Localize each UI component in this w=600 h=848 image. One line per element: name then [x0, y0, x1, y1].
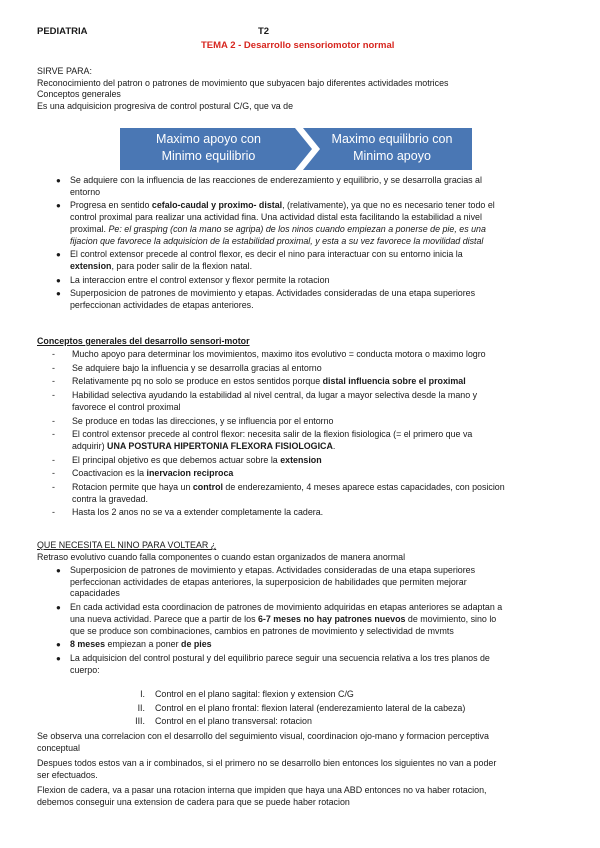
list-item: - Hasta los 2 anos no se va a extender completamente la cadera.	[52, 507, 324, 518]
list-item: - Se produce en todas las direcciones, y se influencia por el entorno	[52, 415, 334, 426]
intro-heading: SIRVE PARA:	[37, 66, 92, 76]
bullet-dot-icon: ●	[56, 275, 61, 285]
planes-list	[115, 689, 465, 728]
intro-line: Es una adquisicion progresiva de control postural C/G, que va de	[37, 101, 294, 112]
list-item: ● La adquisicion del control postural y del equilibrio parece seguir una secuencia relativa a los tres planos de cuerpo:	[56, 652, 490, 675]
left-arrow-line1: Maximo apoyo con	[156, 132, 261, 146]
subject-title: PEDIATRIA	[37, 26, 88, 37]
list-item: ● El control extensor precede al control flexor, es decir el nino para interactuar con su entorno inicia la extension, para poder salir de la flexion natal.	[56, 249, 463, 271]
intro-line: Reconocimiento del patron o patrones de movimiento que subyacen bajo diferentes actividades motrices	[37, 77, 449, 88]
bullet-dot-icon: ●	[56, 640, 61, 650]
list-item: ● La interaccion entre el control extensor y flexor permite la rotacion	[56, 274, 330, 285]
topic-title: TEMA 2 - Desarrollo sensoriomotor normal	[201, 40, 395, 51]
paragraph-line: debemos conseguir una extension de cadera para que se puede haber rotacion	[37, 797, 350, 807]
left-arrow-line2: Minimo equilibrio	[161, 149, 256, 163]
list-item: - Se adquiere bajo la influencia y se desarrolla gracias al entorno	[52, 362, 322, 373]
bullet-dot-icon: ●	[56, 566, 61, 575]
paragraph-line: Se observa una correlacion con el desarrollo del seguimiento visual, coordinacion ojo-mano y formacion perceptiva	[37, 731, 489, 741]
bullet-dot-icon: ●	[56, 653, 61, 663]
bullet-list-general	[56, 175, 570, 312]
list-item: ● En cada actividad esta coordinacion de patrones de movimiento adquiridas en etapas anteriores se adaptan a una nueva actividad. Parece que a partir de los 6-7 meses no hay patrones nuevos de movimiento, sino lo que se produce son combinaciones, cambios en patrones de movimiento y selectividad de mvmts	[56, 602, 503, 636]
list-item: - Mucho apoyo para determinar los movimientos, maximo itos evolutivo = conducta motora o maximo logro	[52, 349, 486, 359]
roll-intro: Retraso evolutivo cuando falla componentes o cuando estan organizados de manera anormal	[37, 552, 406, 562]
paragraph-line: Despues todos estos van a ir combinados, si el primero no se desarrollo bien entonces los siguientes no van a poder	[37, 758, 497, 768]
list-item: ● Progresa en sentido cefalo-caudal y proximo- distal, (relativamente), ya que no es necesario tener todo el control proximal para realizar una actividad fina. Una actividad distal esta facilitando la estabilidad a nivel proximal. Pe: el grasping (con la mano se agripa) de los ninos cuando empiezan a ponerse de pie, es una fijacion que favorece la adquisicion de la estabilidad proximal, y esta a su vez favorece la movilidad distal	[56, 200, 495, 246]
list-item: - Habilidad selectiva ayudando la estabilidad al nivel central, da lugar a mayor selectiva desde la mano y favorece el control proximal	[52, 390, 478, 412]
bullet-dot-icon: ●	[56, 176, 61, 185]
right-arrow-label	[312, 131, 472, 165]
list-item: ● Superposicion de patrones de movimiento y etapas. Actividades consideradas de una etapa superiores perfeccionan actividades de etapas anteriores, la superposicion de habilidades que permiten mejorar capacidades	[56, 565, 476, 599]
list-item: ● Superposicion de patrones de movimiento y etapas. Actividades consideradas de una etapa superiores perfeccionan actividades de etapas anteriores.	[56, 288, 476, 311]
right-arrow-line2: Minimo apoyo	[353, 149, 431, 163]
topic-code: T2	[258, 26, 270, 37]
right-arrow-line1: Maximo equilibrio con	[331, 132, 453, 146]
paragraph-line: Flexion de cadera, va a pasar una rotacion interna que impiden que haya una ABD entonces no va haber rotacion,	[37, 785, 487, 795]
list-item: II. Control en el plano frontal: flexion lateral (enderezamiento lateral de la cabeza)	[137, 702, 466, 713]
intro-line: Conceptos generales	[37, 89, 121, 100]
section-heading: QUE NECESITA EL NINO PARA VOLTEAR ¿	[37, 540, 217, 550]
bullet-list-roll	[56, 565, 570, 676]
bullet-dot-icon: ●	[56, 603, 61, 613]
list-item: - Relativamente pq no solo se produce en estos sentidos porque distal influencia sobre el proximal	[52, 376, 466, 387]
list-item: - Coactivacion es la inervacion reciproca	[52, 468, 234, 479]
paragraph-line: ser efectuados.	[37, 770, 98, 780]
list-item: ● Se adquiere con la influencia de las reacciones de enderezamiento y equilibrio, y se desarrolla gracias al entorno	[56, 175, 482, 197]
bullet-dot-icon: ●	[56, 250, 61, 260]
concepts-list	[52, 349, 567, 519]
list-item: - Rotacion permite que haya un control de enderezamiento, 4 meses aparece estas capacidades, con posicion contra la gravedad.	[52, 482, 505, 504]
list-item: I. Control en el plano sagital: flexion y extension C/G	[140, 689, 354, 699]
paragraph-line: conceptual	[37, 743, 80, 753]
list-item: - El control extensor precede al control flexor: necesita salir de la flexion fisiologica (= el primero que va adquirir) UNA POSTURA HIPERTONIA FLEXORA FISIOLOGICA.	[52, 429, 473, 451]
bullet-dot-icon: ●	[56, 289, 61, 299]
bullet-dot-icon: ●	[56, 201, 61, 211]
left-arrow-label	[126, 131, 291, 165]
list-item: III. Control en el plano transversal: rotacion	[135, 716, 312, 727]
closing-paragraphs	[37, 730, 567, 808]
list-item: ● 8 meses empiezan a poner de pies	[56, 639, 212, 650]
section-heading: Conceptos generales del desarrollo sensori-motor	[37, 336, 250, 346]
intro-section	[37, 66, 567, 113]
list-item: - El principal objetivo es que debemos actuar sobre la extension	[52, 454, 322, 465]
